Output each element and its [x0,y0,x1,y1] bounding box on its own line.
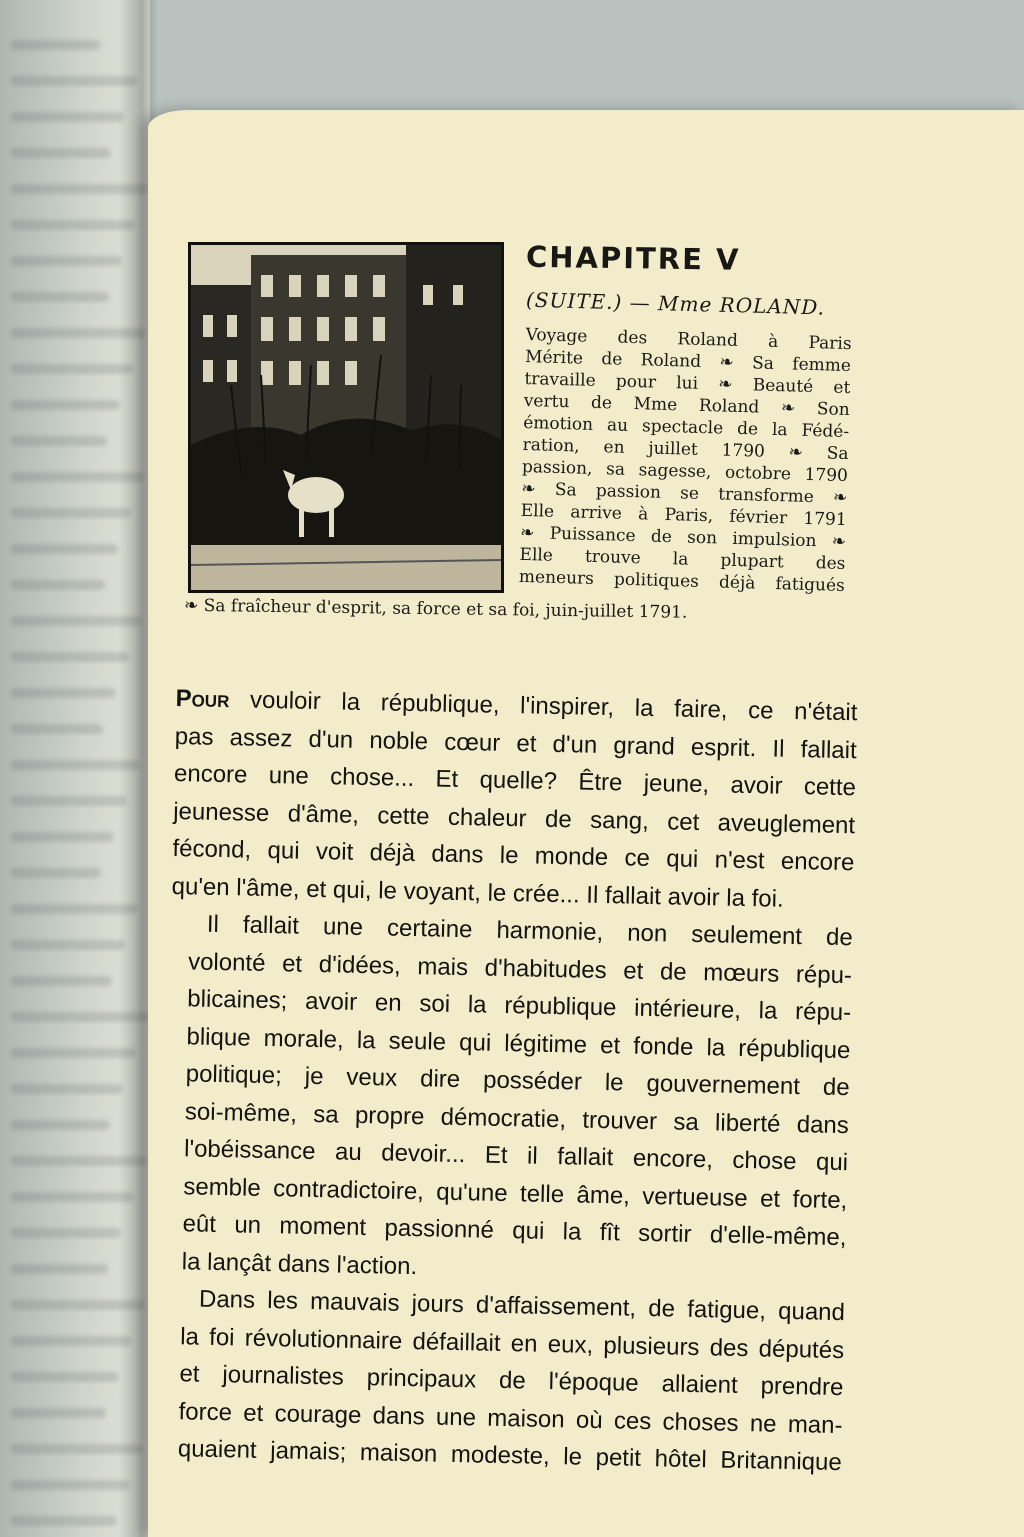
facing-page-ghost-line [10,148,111,158]
facing-page-ghost-line [10,508,131,518]
summary-line: passion, sa sagesse, octobre 1790 [521,456,849,487]
body-line: et journalistes principaux de l'époque allaient prendre [179,1360,844,1402]
facing-page-ghost-line [10,688,116,698]
paragraph [160,1280,846,1482]
facing-page-ghost-line [10,1516,117,1526]
facing-page-ghost-line [10,1084,123,1094]
facing-page-ghost-line [10,1408,106,1418]
body-line: fécond, qui voit déjà dans le monde ce qui n'est encore [172,834,855,877]
engraving-crowd-scene-icon [191,245,501,590]
body-line: encore une chose... Et quelle? Être jeune, avoir cette [173,759,857,802]
facing-page-ghost-line [10,256,122,266]
facing-page-ghost-line [10,1480,130,1490]
facing-page-ghost-line [10,364,133,374]
body-line: jeunesse d'âme, cette chaleur de sang, cet aveuglement [172,797,856,839]
body-line: pas assez d'un noble cœur et d'un grand esprit. Il fallait [174,722,857,764]
facing-page-ghost-line [10,1336,132,1346]
body-line: eût un moment passionné qui la fît sortir d'elle-même, [182,1210,847,1252]
body-line: la lançât dans l'action. [181,1247,418,1280]
body-line: la foi révolutionnaire défaillait en eux, plusieurs des députés [179,1322,845,1364]
chapter-summary [519,324,852,597]
body-line: politique; je veux dire posséder le gouvernement de [185,1060,850,1102]
facing-page-ghost-line [10,652,129,662]
facing-page-ghost-line [10,1264,108,1274]
chapter-subtitle: (SUITE.) — Mme ROLAND. [525,287,826,320]
facing-page-ghost-line [10,40,100,50]
body-line: semble contradictoire, qu'une telle âme, vertueuse et forte, [183,1172,848,1214]
summary-line: travaille pour lui ❧ Beauté et [524,368,851,399]
paragraph [163,905,853,1294]
summary-line: vertu de Mme Roland ❧ Son [523,390,851,421]
summary-line: ration, en juillet 1790 ❧ Sa [522,434,849,465]
summary-line: émotion au spectacle de la Fédé- [522,412,850,443]
summary-line: Elle trouve la plupart des [519,544,846,575]
facing-page-ghost-line [10,400,120,410]
body-line: volonté et d'idées, mais d'habitudes et de mœurs répu- [187,947,853,989]
facing-page-ghost-line [10,832,114,842]
body-line: Dans les mauvais jours d'affaissement, de fatigue, quand [198,1285,846,1327]
facing-page-ghost-line [10,580,105,590]
body-line: blique morale, la seule qui légitime et fonde la république [186,1022,851,1064]
drop-word: Pour [175,684,230,714]
facing-page-ghost-line [10,1372,119,1382]
facing-page-ghost-line [10,1120,110,1130]
facing-page-ghost-line [10,436,107,446]
facing-page-ghost-line [10,724,103,734]
body-line: Il fallait une certaine harmonie, non seulement de [206,910,854,952]
facing-page-ghost-line [10,976,112,986]
summary-line: Mérite de Roland ❧ Sa femme [524,346,852,377]
facing-page-ghost-line [10,940,125,950]
facing-page-ghost-line [10,796,127,806]
chapter-title: CHAPITRE V [525,239,741,277]
summary-line: ❧ Sa passion se transforme ❧ [521,478,848,509]
summary-line: Voyage des Roland à Paris [525,324,852,355]
book-page [148,110,1024,1537]
body-line: soi-même, sa propre démocratie, trouver sa liberté dans [184,1097,850,1139]
body-line: force et courage dans une maison où ces choses ne man- [178,1397,843,1439]
body-line: quaient jamais; maison modeste, le petit hôtel Britannique [177,1435,843,1477]
body-line: blicaines; avoir en soi la république intérieure, la répu- [187,985,852,1027]
facing-page-ghost-line [10,220,135,230]
facing-page-ghost-line [10,544,118,554]
summary-last-line: ❧ Sa fraîcheur d'esprit, sa force et sa foi, juin-juillet 1791. [183,595,688,623]
facing-page-ghost-line [10,868,101,878]
summary-line: ❧ Puissance de son impulsion ❧ [519,522,847,553]
engraving-illustration [188,242,504,593]
facing-page-ghost-line [10,1192,134,1202]
summary-line: Elle arrive à Paris, février 1791 [520,500,847,531]
facing-page-ghost-line [10,292,109,302]
summary-line: meneurs politiques déjà fatigués [518,566,846,596]
body-line: vouloir la république, l'inspirer, la faire, ce n'était [229,686,858,727]
body-line: l'obéissance au devoir... Et il fallait encore, chose qui [183,1135,849,1177]
body-text [160,680,858,1482]
paragraph [171,680,858,919]
facing-page-ghost-line [10,1228,121,1238]
body-line: qu'en l'âme, et qui, le voyant, le crée... Il fallait avoir la foi. [171,872,784,913]
facing-page-ghost-line [10,112,124,122]
